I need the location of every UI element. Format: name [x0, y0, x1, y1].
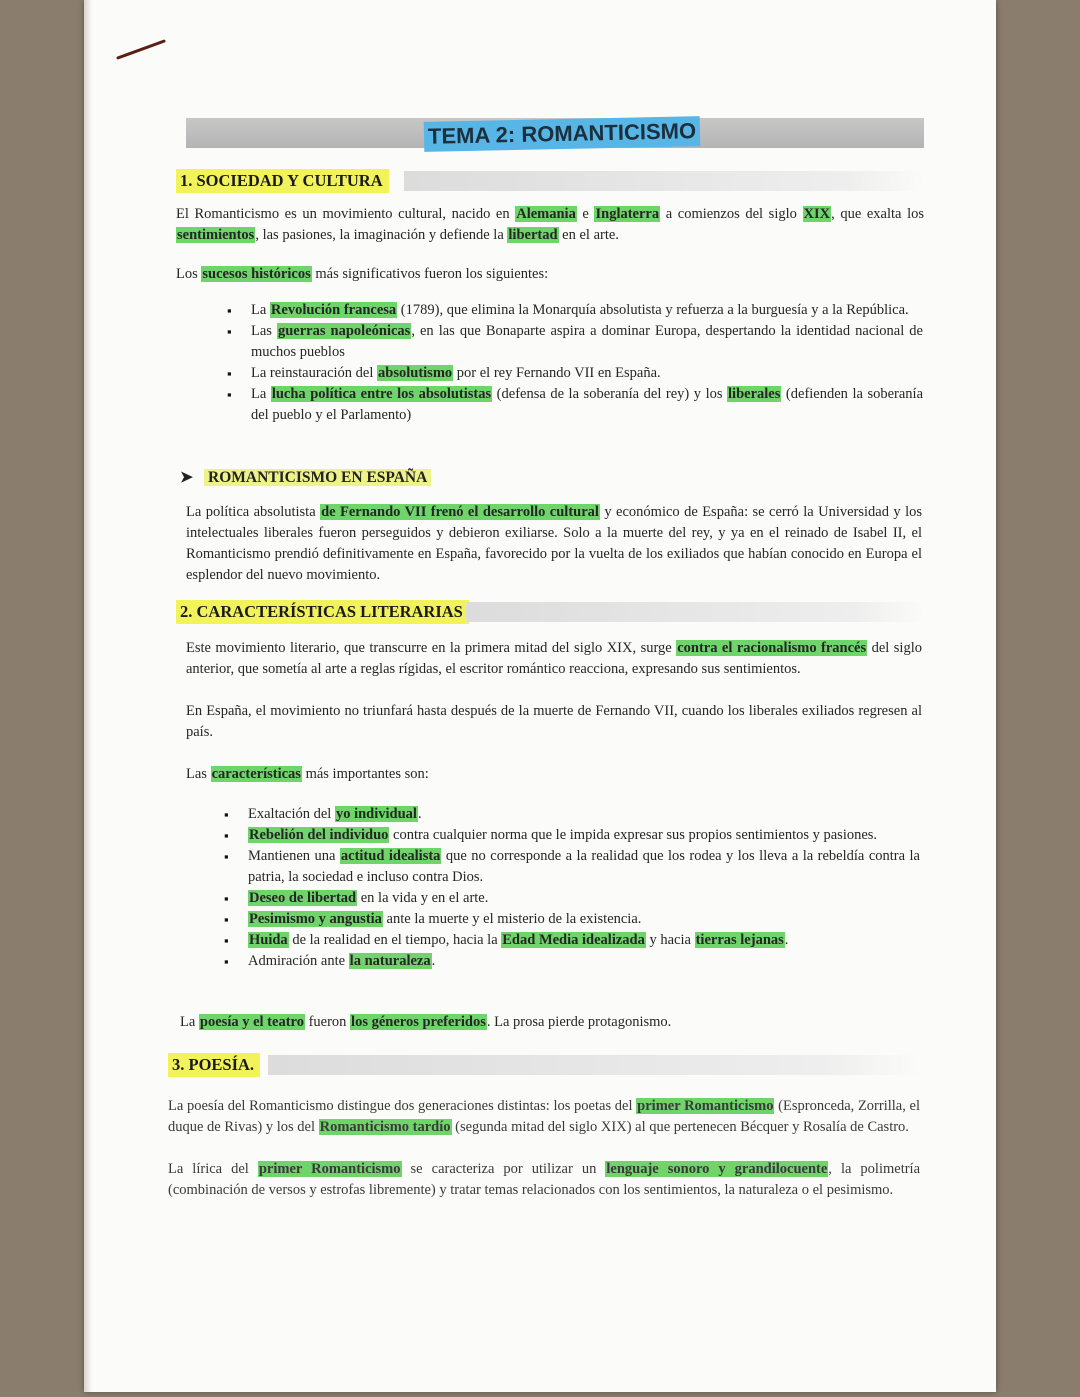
highlighted-text: Pesimismo y angustia: [249, 911, 382, 927]
section-3-heading: 3. POESÍA.: [168, 1053, 260, 1077]
text-run: La lírica del: [168, 1161, 258, 1177]
historical-events-list: [251, 300, 923, 426]
section-1-intro: [176, 204, 924, 246]
text-run: El Romanticismo es un movimiento cultural, nacido en: [176, 206, 516, 222]
text-run: Admiración ante: [248, 953, 349, 969]
text-run: de la realidad en el tiempo, hacia la: [288, 932, 502, 948]
list-item: [248, 846, 920, 888]
highlighted-text: lucha política entre los absolutistas: [271, 386, 492, 402]
text-run: y económico de España: se cerró la Universidad y los intelectuales liberales fueron perseguidos y debieron exiliarse. Solo a la muerte del rey, y ya en el reinado de Isabel II, el Romanticismo prendió definitivamente en España, favorecido por la vuelta de los exiliados que habían conocido en Europa el esplendor del nuevo movimiento.: [186, 504, 922, 583]
text-run: y hacia: [645, 932, 695, 948]
text-run: fueron: [304, 1014, 351, 1030]
text-run: más importantes son:: [301, 766, 429, 782]
text-run: La: [251, 302, 270, 318]
text-run: La reinstauración del: [251, 365, 378, 381]
text-run: (defienden la soberanía del pueblo y el Parlamento): [251, 386, 924, 423]
text-run: .: [431, 953, 436, 969]
text-run: e: [576, 206, 595, 222]
highlighted-text: Revolución francesa: [270, 302, 397, 318]
highlighted-text: poesía y el teatro: [199, 1014, 304, 1030]
section-3-paragraph-1: [168, 1096, 920, 1138]
highlighted-text: yo individual: [335, 806, 417, 822]
page-edge-shadow: [84, 0, 92, 1392]
text-run: (defensa de la soberanía del rey) y los: [492, 386, 728, 402]
text-run: Este movimiento literario, que transcurre en la primera mitad del siglo XIX, surge: [186, 640, 677, 656]
list-item: [248, 909, 920, 930]
text-run: (Espronceda, Zorrilla, el duque de Rivas) y los del: [168, 1098, 920, 1135]
genres-paragraph: [180, 1012, 920, 1033]
highlighted-text: Rebelión del individuo: [249, 827, 389, 843]
highlighted-text: Edad Media idealizada: [502, 932, 645, 948]
highlighted-text: liberales: [728, 386, 781, 402]
text-run: por el rey Fernando VII en España.: [453, 365, 661, 381]
highlighted-text: absolutismo: [378, 365, 453, 381]
text-run: . La prosa pierde protagonismo.: [486, 1014, 672, 1030]
text-run: .: [784, 932, 789, 948]
text-run: La política absolutista: [186, 504, 321, 520]
features-intro: [186, 764, 922, 785]
text-run: ante la muerte y el misterio de la existencia.: [382, 911, 642, 927]
section-1-events-intro: [176, 264, 924, 285]
highlighted-text: contra el racionalismo francés: [677, 640, 867, 656]
text-run: La: [180, 1014, 199, 1030]
text-run: Mantienen una: [248, 848, 340, 864]
list-item: [248, 804, 920, 825]
list-item: [251, 363, 923, 384]
text-run: Las: [251, 323, 277, 339]
text-run: en la vida y en el arte.: [357, 890, 489, 906]
list-item: [251, 384, 923, 426]
text-run: (segunda mitad del siglo XIX) al que pertenecen Bécquer y Rosalía de Castro.: [451, 1119, 909, 1135]
list-item: [248, 888, 920, 909]
highlighted-text: Inglaterra: [595, 206, 660, 222]
list-item: [248, 930, 920, 951]
highlighted-text: primer Romanticismo: [637, 1098, 774, 1114]
highlighted-text: actitud idealista: [340, 848, 441, 864]
text-run: Los: [176, 266, 202, 282]
section-2-paragraph-1: [186, 638, 922, 680]
highlighted-text: de Fernando VII frenó el desarrollo cultural: [321, 504, 599, 520]
highlighted-text: Deseo de libertad: [249, 890, 357, 906]
text-run: que no corresponde a la realidad que los rodea y los lleva a la rebeldía contra la patria, la sociedad e incluso contra Dios.: [248, 848, 920, 885]
highlighted-text: XIX: [803, 206, 831, 222]
text-run: , en las que Bonaparte aspira a dominar Europa, despertando la identidad nacional de muchos pueblos: [251, 323, 923, 360]
highlighted-text: sentimientos: [177, 227, 255, 243]
list-item: [251, 321, 923, 363]
section-3-paragraph-2: [168, 1159, 920, 1201]
highlighted-text: características: [211, 766, 301, 782]
text-run: más significativos fueron los siguientes:: [311, 266, 549, 282]
text-run: , que exalta los: [831, 206, 925, 222]
text-run: en el arte.: [558, 227, 619, 243]
text-run: , la polimetría (combinación de versos y estrofas libremente) y tratar temas relacionados con los sentimientos, la naturaleza o el pesimismo.: [168, 1161, 921, 1198]
text-run: a comienzos del siglo: [660, 206, 803, 222]
text-run: .: [417, 806, 422, 822]
text-run: contra cualquier norma que le impida expresar sus propios sentimientos y pasiones.: [389, 827, 878, 843]
spain-paragraph: [186, 502, 922, 586]
features-list: [248, 804, 920, 972]
list-item: [248, 825, 920, 846]
list-item: [248, 951, 920, 972]
highlighted-text: guerras napoleónicas: [277, 323, 411, 339]
highlighted-text: lenguaje sonoro y grandilocuente: [606, 1161, 828, 1177]
text-run: La: [251, 386, 271, 402]
section-2-heading: 2. CARACTERÍSTICAS LITERARIAS: [176, 600, 469, 624]
section-2-paragraph-2: [186, 701, 922, 743]
text-run: Las: [186, 766, 211, 782]
list-item: [251, 300, 923, 321]
highlighted-text: tierras lejanas: [695, 932, 784, 948]
highlighted-text: sucesos históricos: [202, 266, 311, 282]
highlighted-text: la naturaleza: [349, 953, 431, 969]
section-1-heading: 1. SOCIEDAD Y CULTURA: [176, 169, 389, 193]
highlighted-text: Alemania: [516, 206, 576, 222]
highlighted-text: Huida: [249, 932, 288, 948]
text-run: (1789), que elimina la Monarquía absolutista y refuerza a la burguesía y a la República.: [397, 302, 909, 318]
text-run: En España, el movimiento no triunfará hasta después de la muerte de Fernando VII, cuando los liberales exiliados regresen al país.: [186, 703, 922, 740]
text-run: del siglo anterior, que sometía al arte a reglas rígidas, el escritor romántico reacciona, expresando sus sentimientos.: [186, 640, 922, 677]
highlighted-text: libertad: [508, 227, 558, 243]
text-run: se caracteriza por utilizar un: [401, 1161, 606, 1177]
highlighted-text: primer Romanticismo: [258, 1161, 401, 1177]
text-run: Exaltación del: [248, 806, 335, 822]
text-run: La poesía del Romanticismo distingue dos generaciones distintas: los poetas del: [168, 1098, 637, 1114]
spain-subheading: ➤ ROMANTICISMO EN ESPAÑA: [180, 466, 431, 490]
arrow-bullet-icon: ➤: [180, 469, 193, 486]
page-title: TEMA 2: ROMANTICISMO: [424, 116, 701, 152]
highlighted-text: Romanticismo tardío: [319, 1119, 451, 1135]
highlighted-text: los géneros preferidos: [351, 1014, 486, 1030]
text-run: , las pasiones, la imaginación y defiende la: [255, 227, 508, 243]
